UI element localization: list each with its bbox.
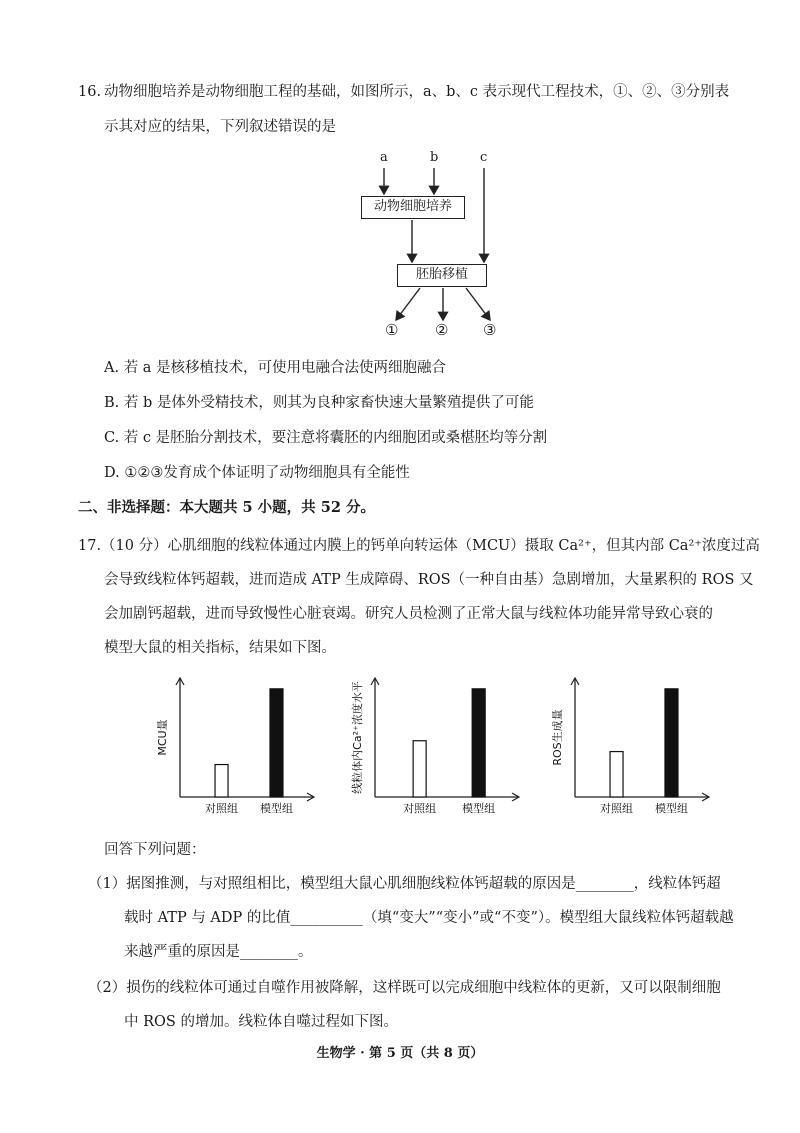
flow-out-3: ③ [483, 321, 497, 339]
chart-ros-svg [535, 672, 715, 822]
bar-model [270, 689, 283, 797]
q16-stem-line1: 动物细胞培养是动物细胞工程的基础，如图所示，a、b、c 表示现代工程技术，①、②、③分别表 [104, 84, 730, 100]
q17-line4: 模型大鼠的相关指标，结果如下图。 [104, 640, 336, 656]
q17-sub1-line1: （1）据图推测，与对照组相比，模型组大鼠心肌细胞线粒体钙超载的原因是________，线粒体钙超 [88, 876, 721, 892]
arrow-out-3 [466, 288, 490, 320]
x-tick-label: 对照组 [403, 802, 437, 815]
flow-label-c: c [480, 150, 488, 165]
page-footer: 生物学 · 第 5 页（共 8 页） [316, 1046, 484, 1061]
flow-label-a: a [380, 150, 388, 165]
q16-number: 16. [78, 84, 102, 100]
q16-option-d: D. ①②③发育成个体证明了动物细胞具有全能性 [104, 465, 410, 481]
q16-stem-line2: 示其对应的结果，下列叙述错误的是 [104, 119, 336, 135]
q17-sub2-line2: 中 ROS 的增加。线粒体自噬过程如下图。 [124, 1014, 398, 1030]
chart-ros [535, 672, 715, 822]
x-tick-label: 对照组 [600, 802, 634, 815]
bar-model [665, 689, 678, 797]
y-axis-label: ROS生成量 [551, 709, 564, 766]
q17-line1: 17.（10 分）心肌细胞的线粒体通过内膜上的钙单向转运体（MCU）摄取 Ca²⁺，但其内部 Ca²⁺浓度过高 [78, 538, 760, 554]
q17-line3: 会加剧钙超载，进而导致慢性心脏衰竭。研究人员检测了正常大鼠与线粒体功能异常导致心衰的 [104, 606, 713, 622]
bar-model [472, 689, 485, 797]
x-tick-label: 模型组 [259, 802, 293, 815]
chart-calcium-svg [335, 672, 525, 822]
y-axis-label: 线粒体内Ca²⁺浓度水平 [351, 681, 364, 794]
x-tick-label: 模型组 [654, 802, 688, 815]
q17-answer-prompt: 回答下列问题： [104, 842, 206, 858]
chart-calcium [335, 672, 525, 822]
chart-mcu-svg [140, 672, 320, 822]
q16-option-b: B. 若 b 是体外受精技术，则其为良种家畜快速大量繁殖提供了可能 [104, 395, 534, 411]
y-axis-label: MCU量 [156, 719, 169, 756]
box-embryo-transfer: 胚胎移植 [397, 264, 487, 287]
arrow-out-1 [396, 288, 420, 320]
bar-control [413, 741, 426, 797]
q17-sub1-line3: 来越严重的原因是________。 [124, 944, 313, 960]
bar-control [215, 765, 228, 797]
flow-out-1: ① [385, 321, 399, 339]
flow-arrows [340, 150, 540, 350]
bar-control [610, 752, 623, 797]
x-tick-label: 模型组 [462, 802, 496, 815]
flow-out-2: ② [435, 321, 449, 339]
section-heading-non-choice: 二、非选择题：本大题共 5 小题，共 52 分。 [78, 499, 375, 516]
q17-line2: 会导致线粒体钙超载，进而造成 ATP 生成障碍、ROS（一种自由基）急剧增加，大量累积的 ROS 又 [104, 572, 754, 588]
q16-option-a: A. 若 a 是核移植技术，可使用电融合法使两细胞融合 [104, 360, 447, 376]
flow-label-b: b [430, 150, 439, 165]
q17-sub2-line1: （2）损伤的线粒体可通过自噬作用被降解，这样既可以完成细胞中线粒体的更新，又可以限制细胞 [88, 980, 721, 996]
box-animal-cell-culture: 动物细胞培养 [361, 196, 465, 219]
chart-mcu [140, 672, 320, 822]
x-tick-label: 对照组 [205, 802, 239, 815]
q17-sub1-line2: 载时 ATP 与 ADP 的比值__________（填“变大”“变小”或“不变”）。模型组大鼠线粒体钙超载越 [124, 910, 734, 926]
q16-option-c: C. 若 c 是胚胎分割技术，要注意将囊胚的内细胞团或桑椹胚均等分割 [104, 430, 548, 446]
